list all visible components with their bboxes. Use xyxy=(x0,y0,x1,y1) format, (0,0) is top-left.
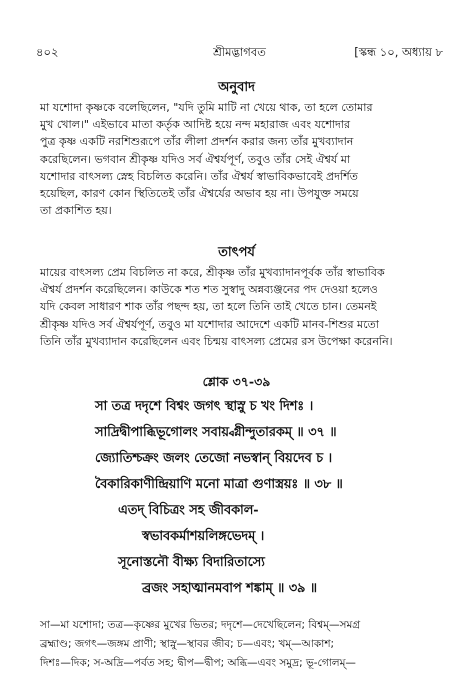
verse-line: সাদ্রিদ্বীপাব্ধিভূগোলং সবায়্বগ্নীন্দুতারকম্ ॥ ৩৭ ॥ xyxy=(95,425,337,440)
page-header xyxy=(36,44,443,60)
verse-line: সা তত্র দদৃশে বিশ্বং জগৎ স্থাস্নু চ খং দিশঃ । xyxy=(95,399,314,414)
verse-line: স্বভাবকর্মাশয়লিঙ্গভেদম্ । xyxy=(142,529,265,544)
translation-line: তা প্রকাশিত হয়। xyxy=(40,204,112,218)
translation-line: যশোদার বাৎসল্য স্নেহ বিচলিত করেনি। তাঁর ঐশ্বর্য স্বাভাবিকভাবেই প্রদর্শিত xyxy=(40,169,358,183)
translation-line: হয়েছিল, কারণ কোন স্থিতিতেই তাঁর ঐশ্বর্যের অভাব হয় না। উপযুক্ত সময়ে xyxy=(40,187,359,201)
verse-line: এতদ্ বিচিত্রং সহ জীবকাল- xyxy=(118,503,259,518)
translation-line: করেছিলেন। ভগবান শ্রীকৃষ্ণ যদিও সর্ব ঐশ্বর্যপূর্ণ, তবুও তাঁর সেই ঐশ্বর্য মা xyxy=(40,152,351,166)
verse-line: ব্রজং সহাত্মানমবাপ শঙ্কাম্ ॥ ৩৯ ॥ xyxy=(142,581,318,596)
purport-line: যদি কেবল সাধারণ শাক তাঁর পছন্দ হয়, তা হলে তিনি তাই খেতে চান। তেমনই xyxy=(40,300,377,314)
synonyms-line: ব্রহ্মাণ্ড; জগৎ—জঙ্গম প্রাণী; স্থাস্নু—স্থাবর জীব; চ—এবং; খম্—আকাশ; xyxy=(40,638,335,650)
synonyms-line: দিশঃ—দিক; স-অদ্রি—পর্বত সহ; দ্বীপ—দ্বীপ; অব্ধি—এবং সমুদ্র; ভূ-গোলম্— xyxy=(40,657,356,669)
purport-line: ঐশ্বর্য প্রদর্শন করেছিলেন। কাউকে শত শত সুস্বাদু অন্নব্যঞ্জনের পদ দেওয়া হলেও xyxy=(40,283,378,297)
verse-line: সূনোস্তনৌ বীক্ষ্য বিদারিতাস্যে xyxy=(118,555,265,570)
verse-line: জ্যোতিশ্চক্রং জলং তেজো নভস্বান্ বিয়দেব চ । xyxy=(95,451,333,466)
translation-line: মা যশোদা কৃষ্ণকে বলেছিলেন, "যদি তুমি মাটি না খেয়ে থাক, তা হলে তোমার xyxy=(40,101,373,114)
synonyms-text xyxy=(40,616,440,673)
translation-text xyxy=(40,99,440,219)
translation-heading: অনুবাদ xyxy=(218,80,255,95)
translation-line: মুখ খোল।" এইভাবে মাতা কর্তৃক আদিষ্ট হয়ে নন্দ মহারাজ এবং যশোদার xyxy=(40,118,351,132)
purport-text xyxy=(40,264,440,350)
verse-line: বৈকারিকাণীন্দ্রিয়াণি মনো মাত্রা গুণাস্ত্রয়ঃ ॥ ৩৮ ॥ xyxy=(95,477,343,492)
synonyms-line: সা—মা যশোদা; তত্র—কৃষ্ণের মুখের ভিতর; দদৃশে—দেখেছিলেন; বিশ্বম্—সমগ্র xyxy=(40,619,361,631)
translation-line: পুত্র কৃষ্ণ একটি নরশিশুরূপে তাঁর লীলা প্রদর্শন করার জন্য তাঁর মুখব্যাদান xyxy=(40,135,354,149)
page-number: ৪০২ xyxy=(36,45,59,59)
purport-line: শ্রীকৃষ্ণ যদিও সর্ব ঐশ্বর্যপূর্ণ, তবুও মা যশোদার আদেশে একটি মানব-শিশুর মতো xyxy=(40,317,379,331)
section-reference: [স্কন্ধ ১০, অধ্যায় ৮ xyxy=(354,45,443,59)
verse-heading: শ্লোক ৩৭-৩৯ xyxy=(202,374,271,389)
book-title: শ্রীমদ্ভাগবত xyxy=(213,45,266,59)
purport-line: মায়ের বাৎসল্য প্রেম বিচলিত না করে, শ্রীকৃষ্ণ তাঁর মুখব্যাদানপূর্বক তাঁর স্বাভাবিক xyxy=(40,266,385,279)
purport-heading: তাৎপর্য xyxy=(218,245,255,260)
purport-line: তিনি তাঁর মুখব্যাদান করেছিলেন এবং চিন্ময় বাৎসল্য প্রেমের রস উপেক্ষা করেননি। xyxy=(40,334,393,348)
